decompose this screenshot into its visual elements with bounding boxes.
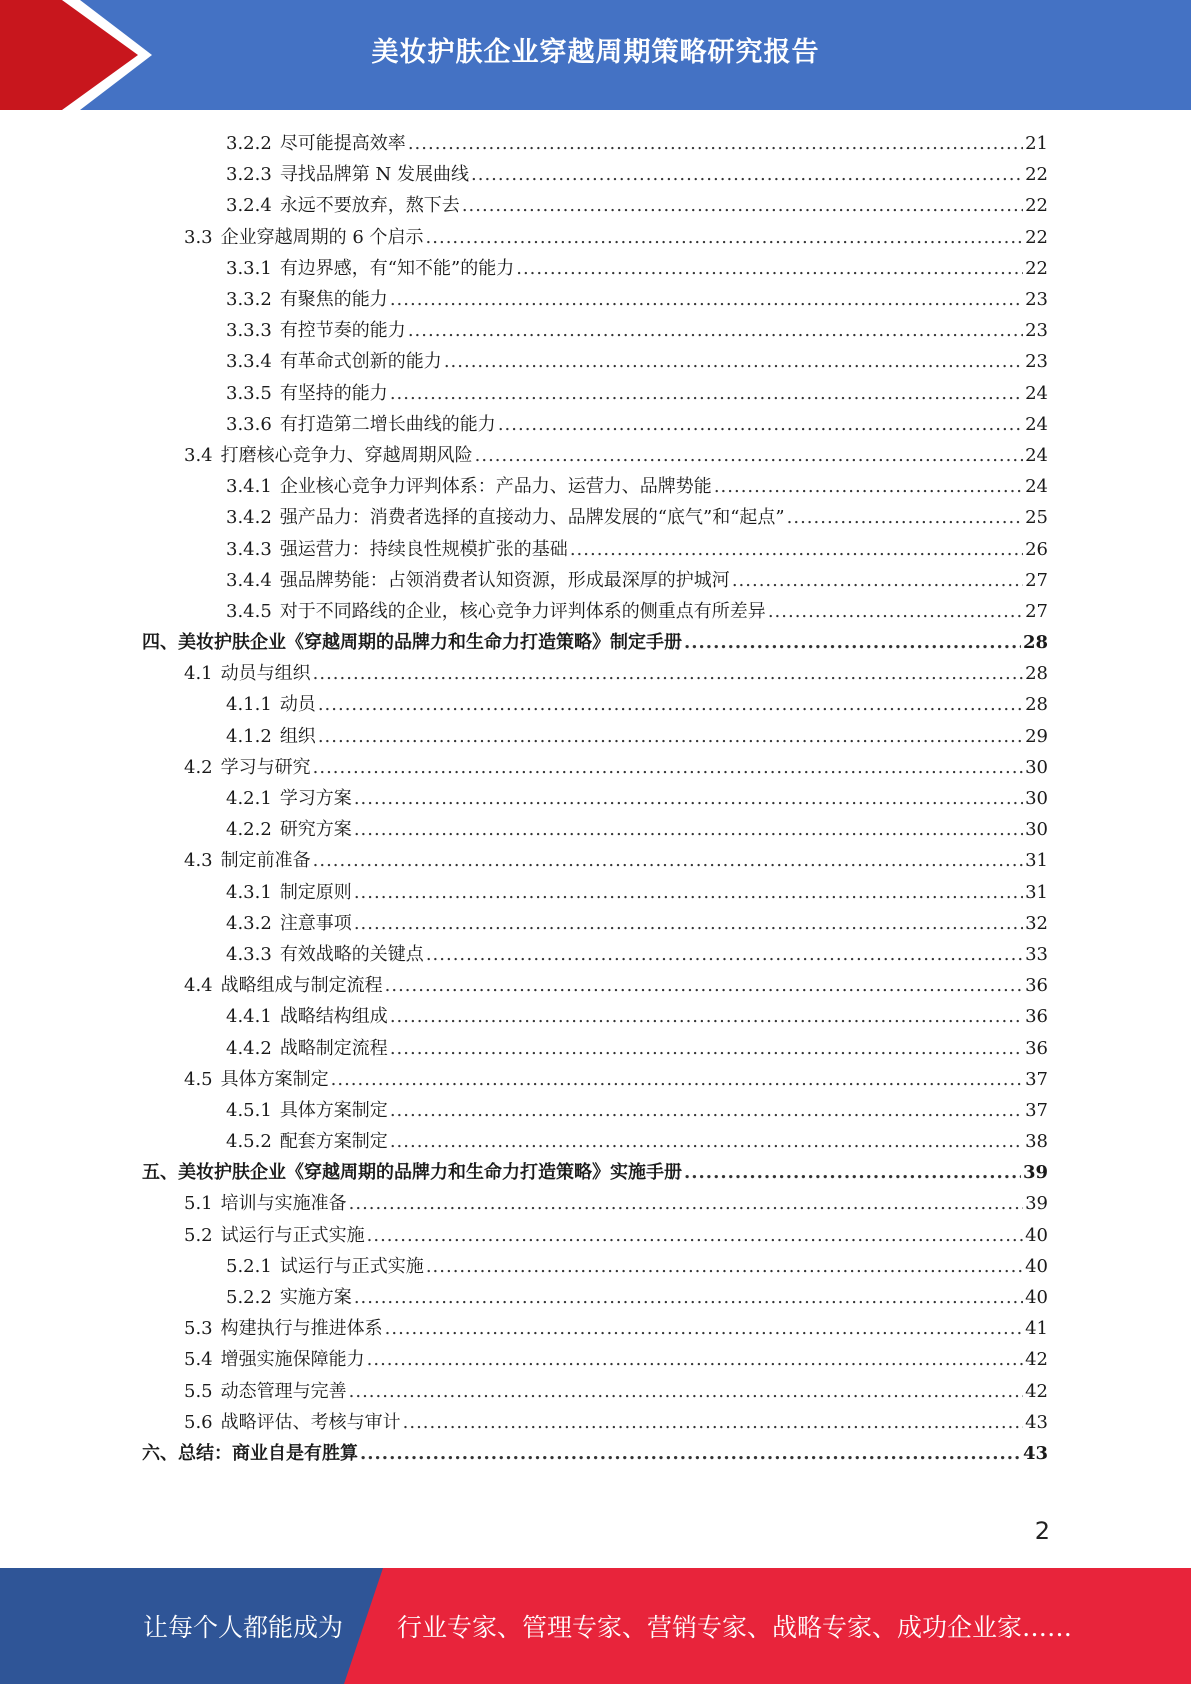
toc-dot-leader xyxy=(360,1438,1021,1469)
footer-slogan-right: 行业专家、管理专家、营销专家、战略专家、成功企业家…… xyxy=(397,1613,1073,1642)
toc-dot-leader xyxy=(385,1313,1023,1344)
toc-entry-title: 试运行与正式实施 xyxy=(279,1255,424,1277)
toc-dot-leader xyxy=(390,1001,1023,1032)
toc-entry-title: 战略评估、考核与审计 xyxy=(220,1411,401,1433)
toc-dot-leader xyxy=(403,1407,1023,1438)
toc-entry-title: 有坚持的能力 xyxy=(279,382,388,404)
toc-entry-page: 42 xyxy=(1025,1349,1048,1371)
toc-entry-number: 4.4.2 xyxy=(226,1037,272,1059)
toc-entry-number: 3.4 xyxy=(184,444,213,466)
toc-dot-leader xyxy=(570,534,1023,565)
toc-entry-title: 五、美妆护肤企业《穿越周期的品牌力和生命力打造策略》实施手册 xyxy=(142,1162,682,1184)
toc-dot-leader xyxy=(318,721,1023,752)
toc-entry-title: 强产品力：消费者选择的直接动力、品牌发展的“底气”和“起点” xyxy=(279,507,785,529)
toc-entry-page: 29 xyxy=(1025,725,1048,747)
toc-dot-leader xyxy=(385,970,1023,1001)
toc-entry-page: 27 xyxy=(1025,600,1048,622)
toc-entry-number: 4.3.2 xyxy=(226,912,272,934)
toc-entry[interactable] xyxy=(142,128,1048,159)
toc-entry-title: 构建执行与推进体系 xyxy=(220,1318,383,1340)
toc-entry-title: 企业核心竞争力评判体系：产品力、运营力、品牌势能 xyxy=(279,476,712,498)
toc-dot-leader xyxy=(714,471,1023,502)
toc-entry-number: 5.2.2 xyxy=(226,1287,272,1309)
toc-entry-number: 5.3 xyxy=(184,1318,213,1340)
toc-entry-title: 尽可能提高效率 xyxy=(279,133,406,155)
toc-entry-number: 5.2 xyxy=(184,1224,213,1246)
toc-dot-leader xyxy=(313,658,1023,689)
toc-entry-page: 40 xyxy=(1025,1287,1048,1309)
toc-entry[interactable] xyxy=(142,1032,1048,1063)
toc-entry-page: 31 xyxy=(1025,881,1048,903)
toc-dot-leader xyxy=(444,346,1023,377)
toc-entry-number: 3.3.2 xyxy=(226,289,272,311)
toc-dot-leader xyxy=(475,440,1023,471)
toc-entry-page: 28 xyxy=(1025,694,1048,716)
toc-entry-title: 打磨核心竞争力、穿越周期风险 xyxy=(220,444,473,466)
toc-entry-page: 25 xyxy=(1025,507,1048,529)
toc-entry[interactable] xyxy=(142,1407,1048,1438)
toc-entry-number: 4.2 xyxy=(184,756,213,778)
toc-dot-leader xyxy=(313,752,1023,783)
toc-entry-number: 3.4.1 xyxy=(226,476,272,498)
toc-entry[interactable] xyxy=(142,284,1048,315)
toc-dot-leader xyxy=(426,1251,1023,1282)
toc-entry-title: 增强实施保障能力 xyxy=(220,1349,365,1371)
toc-entry[interactable] xyxy=(142,721,1048,752)
toc-dot-leader xyxy=(498,409,1023,440)
toc-entry-number: 3.2.4 xyxy=(226,195,272,217)
toc-entry[interactable] xyxy=(142,1095,1048,1126)
toc-entry-number: 3.3.1 xyxy=(226,257,272,279)
toc-entry-number: 5.5 xyxy=(184,1380,213,1402)
toc-entry-title: 有革命式创新的能力 xyxy=(279,351,442,373)
toc-entry-page: 22 xyxy=(1025,226,1048,248)
toc-entry-number: 4.4 xyxy=(184,975,213,997)
toc-entry-page: 23 xyxy=(1025,351,1048,373)
toc-entry-page: 31 xyxy=(1025,850,1048,872)
toc-entry[interactable] xyxy=(142,1220,1048,1251)
toc-entry-title: 有打造第二增长曲线的能力 xyxy=(279,413,496,435)
toc-entry[interactable] xyxy=(142,1344,1048,1375)
toc-entry-number: 3.4.2 xyxy=(226,507,272,529)
toc-entry[interactable] xyxy=(142,440,1048,471)
toc-dot-leader xyxy=(390,284,1023,315)
toc-dot-leader xyxy=(462,190,1023,221)
toc-dot-leader xyxy=(408,315,1023,346)
toc-entry-title: 永远不要放弃，熬下去 xyxy=(279,195,460,217)
report-title: 美妆护肤企业穿越周期策略研究报告 xyxy=(371,37,820,68)
toc-entry-number: 3.4.3 xyxy=(226,538,272,560)
toc-entry[interactable] xyxy=(142,1438,1048,1469)
toc-dot-leader xyxy=(354,908,1023,939)
toc-entry-title: 六、总结：商业自是有胜算 xyxy=(142,1442,358,1464)
toc-entry[interactable] xyxy=(142,1188,1048,1219)
toc-entry[interactable] xyxy=(142,658,1048,689)
toc-entry-page: 40 xyxy=(1025,1255,1048,1277)
toc-entry-title: 战略组成与制定流程 xyxy=(220,975,383,997)
toc-entry-page: 23 xyxy=(1025,289,1048,311)
toc-entry-page: 39 xyxy=(1022,1162,1048,1184)
toc-entry-title: 具体方案制定 xyxy=(279,1099,388,1121)
toc-entry-page: 41 xyxy=(1025,1318,1048,1340)
toc-entry-page: 24 xyxy=(1025,382,1048,404)
toc-entry-title: 强品牌势能：占领消费者认知资源，形成最深厚的护城河 xyxy=(279,569,730,591)
toc-entry-title: 制定前准备 xyxy=(220,850,311,872)
toc-entry-title: 对于不同路线的企业，核心竞争力评判体系的侧重点有所差异 xyxy=(279,600,766,622)
toc-entry-page: 22 xyxy=(1025,195,1048,217)
toc-entry-number: 5.6 xyxy=(184,1411,213,1433)
toc-entry-title: 组织 xyxy=(279,725,316,747)
toc-entry-page: 23 xyxy=(1025,320,1048,342)
toc-entry[interactable] xyxy=(142,877,1048,908)
toc-entry-page: 33 xyxy=(1025,943,1048,965)
toc-entry-number: 5.1 xyxy=(184,1193,213,1215)
toc-entry-number: 4.5.1 xyxy=(226,1099,272,1121)
toc-entry-page: 30 xyxy=(1025,788,1048,810)
toc-entry-number: 4.2.1 xyxy=(226,788,272,810)
footer-slogan-left: 让每个人都能成为 xyxy=(143,1613,344,1642)
toc-entry[interactable] xyxy=(142,222,1048,253)
toc-entry[interactable] xyxy=(142,533,1048,564)
toc-entry-number: 3.4.5 xyxy=(226,600,272,622)
toc-entry-number: 4.3 xyxy=(184,850,213,872)
toc-entry-page: 28 xyxy=(1022,632,1048,654)
toc-entry-number: 3.3.3 xyxy=(226,320,272,342)
toc-entry-title: 寻找品牌第 N 发展曲线 xyxy=(279,164,470,186)
toc-entry-page: 28 xyxy=(1025,663,1048,685)
toc-entry-page: 30 xyxy=(1025,819,1048,841)
toc-dot-leader xyxy=(732,565,1023,596)
toc-entry-page: 43 xyxy=(1025,1411,1048,1433)
toc-entry-title: 培训与实施准备 xyxy=(220,1193,347,1215)
toc-entry-number: 4.3.1 xyxy=(226,881,272,903)
toc-entry-page: 36 xyxy=(1025,1006,1048,1028)
toc-dot-leader xyxy=(349,1376,1023,1407)
toc-entry-title: 实施方案 xyxy=(279,1287,352,1309)
toc-entry-page: 32 xyxy=(1025,912,1048,934)
toc-dot-leader xyxy=(331,1064,1023,1095)
toc-entry-title: 动员 xyxy=(279,694,316,716)
toc-entry[interactable] xyxy=(142,939,1048,970)
toc-entry-number: 3.3.6 xyxy=(226,413,272,435)
toc-entry-number: 4.3.3 xyxy=(226,943,272,965)
toc-entry-title: 强运营力：持续良性规模扩张的基础 xyxy=(279,538,568,560)
toc-dot-leader xyxy=(471,159,1023,190)
toc-entry-page: 24 xyxy=(1025,413,1048,435)
page-header xyxy=(0,0,1191,110)
toc-entry-number: 3.3.4 xyxy=(226,351,272,373)
toc-entry-page: 42 xyxy=(1025,1380,1048,1402)
toc-entry-title: 具体方案制定 xyxy=(220,1068,329,1090)
toc-entry[interactable] xyxy=(142,565,1048,596)
toc-entry-title: 有控节奏的能力 xyxy=(279,320,406,342)
toc-dot-leader xyxy=(318,689,1023,720)
toc-dot-leader xyxy=(684,627,1021,658)
toc-dot-leader xyxy=(354,814,1023,845)
toc-entry-page: 40 xyxy=(1025,1224,1048,1246)
toc-entry[interactable] xyxy=(142,315,1048,346)
toc-entry-page: 22 xyxy=(1025,164,1048,186)
toc-entry[interactable] xyxy=(142,970,1048,1001)
toc-entry-number: 3.4.4 xyxy=(226,569,272,591)
toc-dot-leader xyxy=(313,845,1023,876)
toc-entry-number: 5.4 xyxy=(184,1349,213,1371)
toc-entry[interactable] xyxy=(142,346,1048,377)
toc-entry-page: 21 xyxy=(1025,133,1048,155)
toc-entry-title: 战略结构组成 xyxy=(279,1006,388,1028)
toc-entry-number: 4.2.2 xyxy=(226,819,272,841)
toc-entry-page: 27 xyxy=(1025,569,1048,591)
toc-entry[interactable] xyxy=(142,253,1048,284)
toc-entry-number: 3.2.2 xyxy=(226,133,272,155)
toc-entry-page: 36 xyxy=(1025,975,1048,997)
toc-entry[interactable] xyxy=(142,1064,1048,1095)
toc-entry-number: 4.1.1 xyxy=(226,694,272,716)
toc-dot-leader xyxy=(787,502,1023,533)
toc-entry-title: 有边界感，有“知不能”的能力 xyxy=(279,257,515,279)
toc-entry[interactable] xyxy=(142,689,1048,720)
toc-entry[interactable] xyxy=(142,1126,1048,1157)
table-of-contents xyxy=(142,128,1048,1469)
toc-entry[interactable] xyxy=(142,1251,1048,1282)
toc-entry-page: 26 xyxy=(1025,538,1048,560)
toc-dot-leader xyxy=(367,1220,1023,1251)
toc-entry[interactable] xyxy=(142,1313,1048,1344)
toc-entry-title: 学习方案 xyxy=(279,788,352,810)
toc-entry-number: 3.3 xyxy=(184,226,213,248)
toc-entry[interactable] xyxy=(142,845,1048,876)
toc-entry-number: 5.2.1 xyxy=(226,1255,272,1277)
toc-dot-leader xyxy=(390,1033,1023,1064)
toc-entry[interactable] xyxy=(142,596,1048,627)
toc-dot-leader xyxy=(684,1157,1021,1188)
toc-entry-title: 动态管理与完善 xyxy=(220,1380,347,1402)
toc-entry-title: 有聚焦的能力 xyxy=(279,289,388,311)
toc-entry[interactable] xyxy=(142,1376,1048,1407)
toc-entry[interactable] xyxy=(142,471,1048,502)
toc-dot-leader xyxy=(367,1344,1023,1375)
toc-entry-title: 有效战略的关键点 xyxy=(279,943,424,965)
toc-dot-leader xyxy=(426,939,1023,970)
toc-dot-leader xyxy=(354,877,1023,908)
toc-dot-leader xyxy=(768,596,1023,627)
toc-entry-page: 30 xyxy=(1025,756,1048,778)
toc-entry-number: 4.5.2 xyxy=(226,1131,272,1153)
page-number: 2 xyxy=(1034,1517,1050,1545)
toc-entry[interactable] xyxy=(142,190,1048,221)
toc-entry-page: 38 xyxy=(1025,1131,1048,1153)
toc-entry-title: 注意事项 xyxy=(279,912,352,934)
toc-entry-number: 3.3.5 xyxy=(226,382,272,404)
toc-entry[interactable] xyxy=(142,1001,1048,1032)
toc-entry-title: 制定原则 xyxy=(279,881,352,903)
toc-entry-page: 24 xyxy=(1025,476,1048,498)
toc-entry-title: 配套方案制定 xyxy=(279,1131,388,1153)
page-footer xyxy=(0,1568,1191,1684)
toc-entry-title: 研究方案 xyxy=(279,819,352,841)
toc-entry-page: 22 xyxy=(1025,257,1048,279)
toc-entry[interactable] xyxy=(142,814,1048,845)
toc-entry-title: 战略制定流程 xyxy=(279,1037,388,1059)
toc-entry[interactable] xyxy=(142,908,1048,939)
toc-dot-leader xyxy=(390,378,1023,409)
toc-entry[interactable] xyxy=(142,1157,1048,1188)
toc-dot-leader xyxy=(354,783,1023,814)
toc-entry-title: 试运行与正式实施 xyxy=(220,1224,365,1246)
toc-dot-leader xyxy=(516,253,1023,284)
toc-entry-title: 动员与组织 xyxy=(220,663,311,685)
toc-dot-leader xyxy=(354,1282,1023,1313)
toc-entry[interactable] xyxy=(142,752,1048,783)
toc-entry-page: 36 xyxy=(1025,1037,1048,1059)
toc-entry-page: 39 xyxy=(1025,1193,1048,1215)
toc-entry-page: 37 xyxy=(1025,1099,1048,1121)
toc-entry-number: 4.5 xyxy=(184,1068,213,1090)
toc-dot-leader xyxy=(390,1095,1023,1126)
toc-dot-leader xyxy=(408,128,1023,159)
toc-entry[interactable] xyxy=(142,783,1048,814)
toc-entry[interactable] xyxy=(142,627,1048,658)
toc-entry-title: 学习与研究 xyxy=(220,756,311,778)
toc-entry[interactable] xyxy=(142,378,1048,409)
toc-entry-page: 37 xyxy=(1025,1068,1048,1090)
toc-dot-leader xyxy=(349,1188,1023,1219)
toc-entry-number: 4.1.2 xyxy=(226,725,272,747)
toc-entry-number: 3.2.3 xyxy=(226,164,272,186)
toc-entry-number: 4.4.1 xyxy=(226,1006,272,1028)
toc-dot-leader xyxy=(390,1126,1023,1157)
toc-entry-title: 企业穿越周期的 6 个启示 xyxy=(220,226,424,248)
toc-entry[interactable] xyxy=(142,502,1048,533)
toc-entry-page: 43 xyxy=(1022,1442,1048,1464)
toc-entry[interactable] xyxy=(142,1282,1048,1313)
toc-entry-number: 4.1 xyxy=(184,663,213,685)
toc-entry[interactable] xyxy=(142,409,1048,440)
toc-entry[interactable] xyxy=(142,159,1048,190)
toc-entry-page: 24 xyxy=(1025,444,1048,466)
toc-entry-title: 四、美妆护肤企业《穿越周期的品牌力和生命力打造策略》制定手册 xyxy=(142,632,682,654)
toc-dot-leader xyxy=(426,222,1024,253)
